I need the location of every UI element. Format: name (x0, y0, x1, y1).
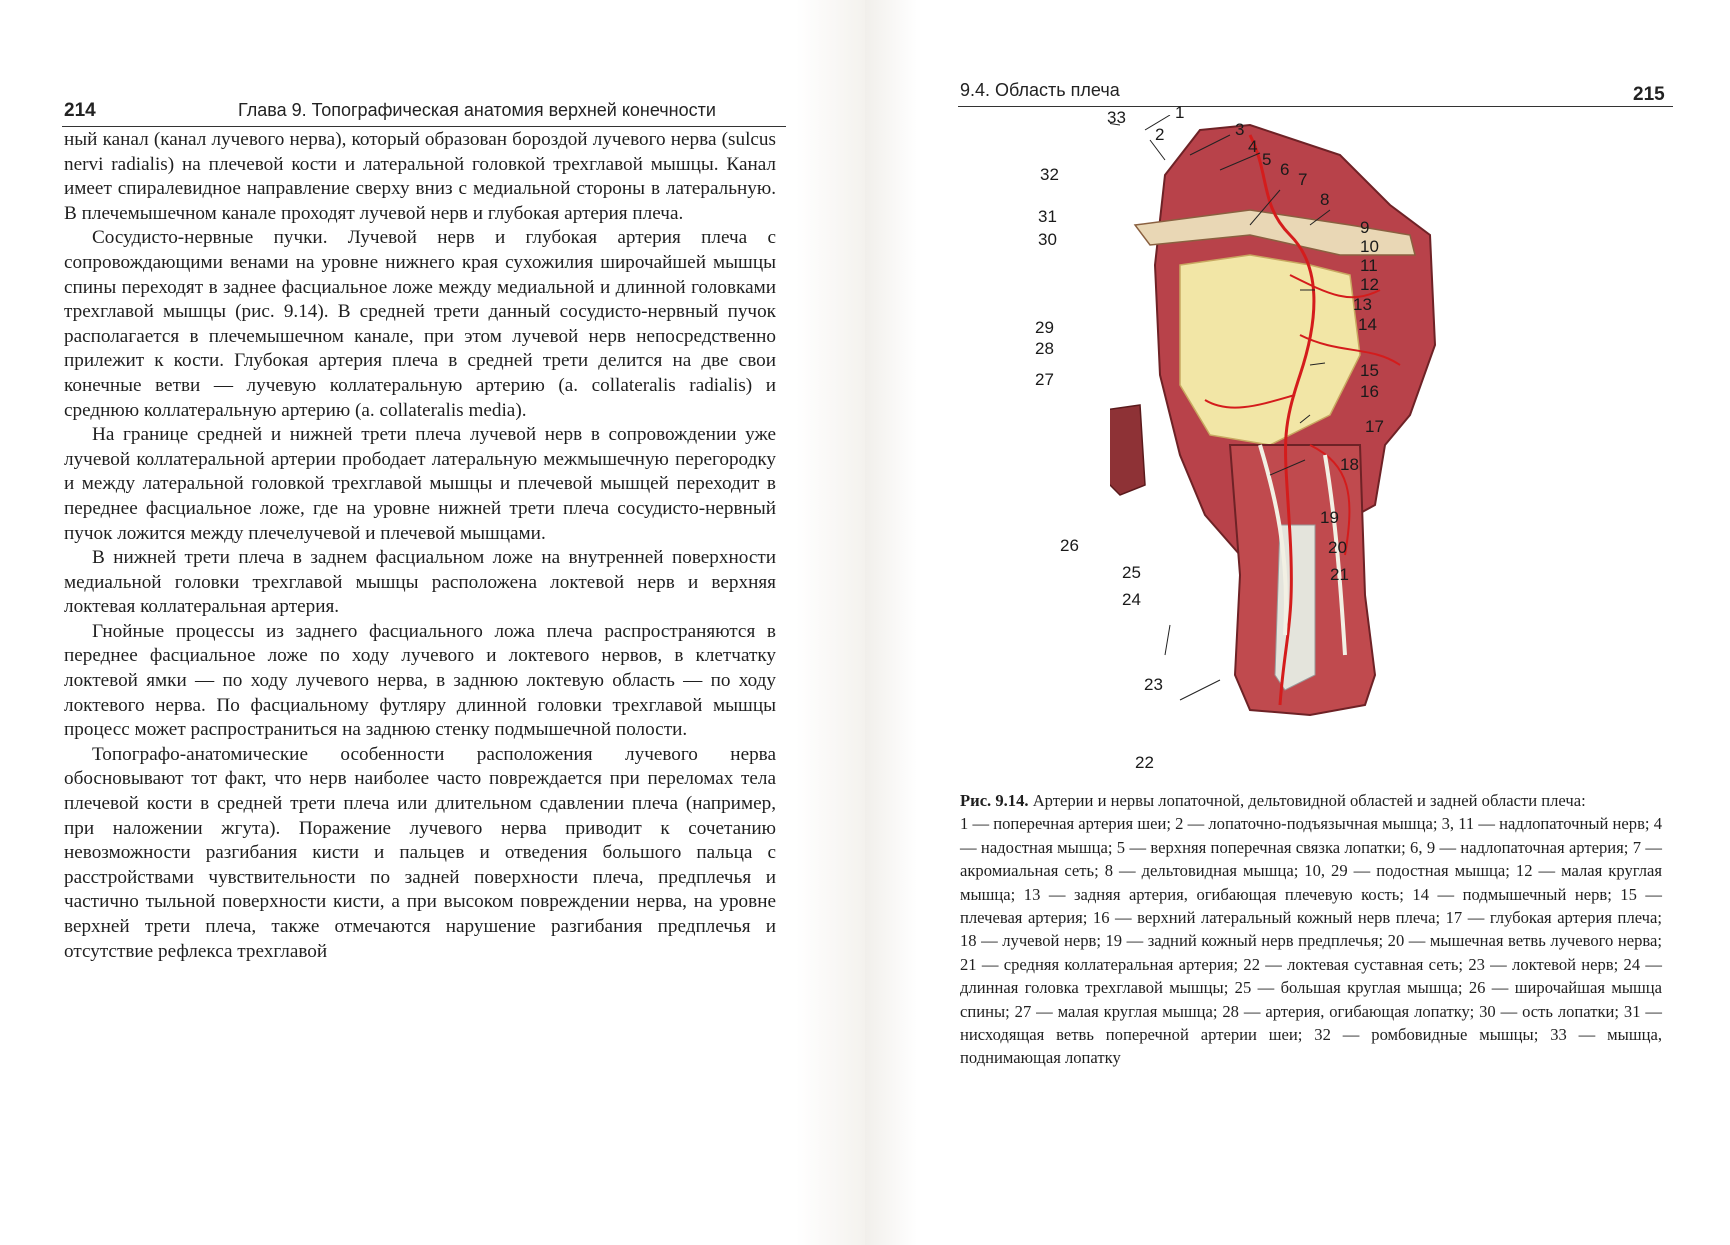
figure-label: 26 (1060, 536, 1079, 555)
paragraph: ный канал (канал лучевого нерва), который образован бороздой лучевого нерва (sulcus nervi radialis) на плечевой кости и латеральной головкой трехглавой мышцы. Канал имеет спиралевидное направление сверху вниз с медиальной стороны в латеральную. В плечемышечном канале проходят лучевой нерв и глубокая артерия плеча. (64, 129, 776, 224)
arm-illustration (1110, 115, 1490, 775)
figure-label: 14 (1358, 315, 1377, 334)
figure-label: 9 (1360, 218, 1370, 237)
figure-label: 17 (1365, 417, 1384, 436)
figure-label: 27 (1035, 370, 1054, 389)
paragraph: Сосудисто-нервные пучки. Лучевой нерв и глубокая артерия плеча с сопровождающими венами на уровне нижнего края сухожилия широчайшей мышцы спины переходят в заднее фасциальное ложе между медиальной и длинной головками трехглавой мышцы (рис. 9.14). В средней трети данный сосудисто-нервный пучок располагается в плечемышечном канале, при этом лучевой нерв непосредственно прилежит к кости. Глубокая артерия плеча в средней трети делится на две свои конечные ветви — лучевую коллатеральную артерию (a. collateralis radialis) и среднюю коллатеральную артерию (a. collateralis media). (64, 227, 776, 421)
figure-label: 11 (1360, 256, 1378, 275)
figure-label: 30 (1038, 230, 1057, 249)
figure-label: 1 (1175, 103, 1185, 122)
left-body-text (64, 128, 776, 964)
figure-label: 7 (1298, 170, 1308, 189)
figure-label: 31 (1038, 207, 1057, 226)
latissimus-flap (1110, 405, 1145, 495)
paragraph: В нижней трети плеча в заднем фасциальном ложе на внутренней поверхности медиальной головки трехглавой мышцы расположена локтевой нерв и верхняя локтевая коллатеральная артерия. (64, 547, 776, 618)
figure-label: 10 (1360, 237, 1379, 256)
figure-label: 28 (1035, 339, 1054, 358)
figure-label: 13 (1353, 295, 1372, 314)
paragraph: Топографо-анатомические особенности расположения лучевого нерва обосновывают тот факт, что нерв наиболее часто повреждается при переломах тела плечевой кости в средней трети плеча или длительном сдавлении плеча (например, при наложении жгута). Поражение лучевого нерва приводит к сочетанию невозможности разгибания кисти и пальцев и отведения большого пальца с расстройствами чувствительности по задней поверхности плеча, предплечья и частично тыльной поверхности кисти, а при высоком повреждении нерва, на уровне верхней трети плеча, также отмечаются нарушение разгибания предплечья и отсутствие рефлекса трехглавой (64, 743, 776, 962)
figure-label: 33 (1107, 108, 1126, 127)
right-page-number: 215 (1633, 84, 1665, 105)
figure-label: 22 (1135, 753, 1154, 772)
figure-label: 8 (1320, 190, 1330, 209)
figure-label: 2 (1155, 125, 1165, 144)
figure-label: 25 (1122, 563, 1141, 582)
figure-label: 19 (1320, 508, 1339, 527)
figure-label: 15 (1360, 361, 1379, 380)
paragraph: Гнойные процессы из заднего фасциального ложа плеча распространяются в переднее фасциальное ложе по ходу лучевого и локтевого нервов, в клетчатку локтевой ямки — по ходу лучевого нерва, в заднюю локтевую область — по ходу локтевого нерва. По фасциальному футляру длинной головки трехглавой мышцы процесс может распространиться на заднюю стенку подмышечной полости. (64, 620, 776, 741)
figure-label: 4 (1248, 137, 1258, 156)
figure-label: 18 (1340, 455, 1359, 474)
right-running-head: 9.4. Область плеча (960, 80, 1120, 100)
figure-label: 6 (1280, 160, 1290, 179)
left-header-rule (62, 126, 786, 127)
figure-label: 24 (1122, 590, 1141, 609)
figure-label: 32 (1040, 165, 1059, 184)
anatomy-figure (1035, 103, 1490, 775)
left-running-head: Глава 9. Топографическая анатомия верхней конечности (238, 100, 716, 120)
figure-caption (960, 789, 1662, 1070)
right-header-rule (958, 106, 1673, 107)
figure-label: 12 (1360, 275, 1379, 294)
figure-label: 16 (1360, 382, 1379, 401)
caption-title: Рис. 9.14. (960, 791, 1029, 810)
figure-label: 29 (1035, 318, 1054, 337)
figure-label: 5 (1262, 150, 1272, 169)
paragraph: На границе средней и нижней трети плеча лучевой нерв в сопровождении уже лучевой коллатеральной артерии прободает латеральную межмышечную перегородку и между латеральной головкой трехглавой мышцы и плечевой мышцей переходит в переднее фасциальное ложе, где на уровне нижней трети плеча сосудисто-нервный пучок ложится между плечелучевой и плечевой мышцами. (64, 424, 776, 544)
left-page-number: 214 (64, 100, 96, 121)
figure-label: 20 (1328, 538, 1347, 557)
caption-body: 1 — поперечная артерия шеи; 2 — лопаточно-подъязычная мышца; 3, 11 — надлопаточный нерв; 4 — надостная мышца; 5 — верхняя поперечная связка лопатки; 6, 9 — надлопаточная артерия; 7 — акромиальная сеть; 8 — дельтовидная мышца; 10, 29 — подостная мышца; 12 — малая круглая мышца; 13 — задняя артерия, огибающая плечевую кость; 14 — подмышечный нерв; 15 — плечевая артерия; 16 — верхний латеральный кожный нерв плеча; 17 — глубокая артерия плеча; 18 — лучевой нерв; 19 — задний кожный нерв предплечья; 20 — мышечная ветвь лучевого нерва; 21 — средняя коллатеральная артерия; 22 — локтевая суставная сеть; 23 — локтевой нерв; 24 — длинная головка трехглавой мышцы; 25 — большая круглая мышца; 26 — широчайшая мышца спины; 27 — малая круглая мышца; 28 — артерия, огибающая лопатку; 30 — ость лопатки; 31 — нисходящая ветвь поперечной артерии шеи; 32 — ромбовидные мышцы; 33 — мышца, поднимающая лопатку (960, 814, 1662, 1068)
figure-label: 23 (1144, 675, 1163, 694)
caption-heading: Артерии и нервы лопаточной, дельтовидной областей и задней области плеча: (1032, 791, 1586, 810)
figure-label: 21 (1330, 565, 1349, 584)
figure-label: 3 (1235, 120, 1245, 139)
